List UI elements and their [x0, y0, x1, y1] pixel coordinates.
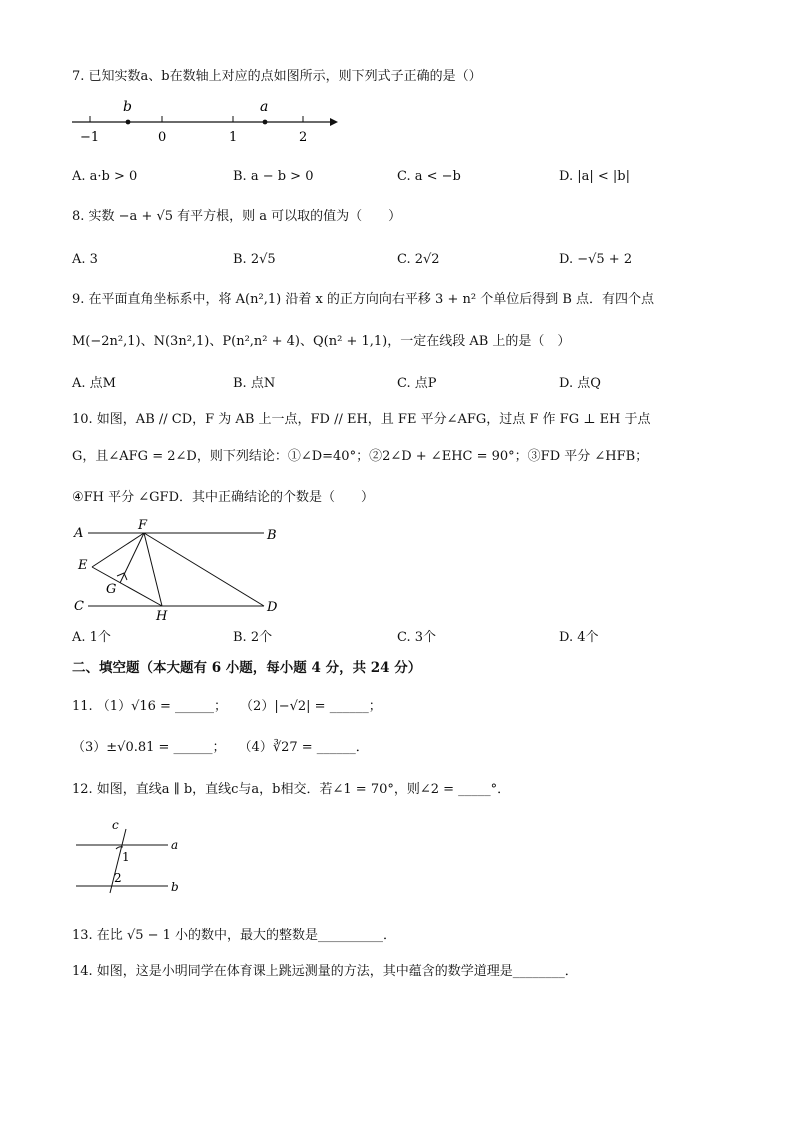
label-H: H: [156, 609, 168, 624]
q9-stem-line1: 9. 在平面直角坐标系中，将 A(n²,1) 沿着 x 的正方向向右平移 3 + n² 个单位后得到 B 点．有四个点: [72, 292, 655, 307]
q10-stem-line1: 10. 如图，AB // CD，F 为 AB 上一点，FD // EH，且 FE 平分∠AFG，过点 F 作 FG ⊥ EH 于点: [72, 412, 651, 427]
point-a-label: a: [260, 99, 269, 115]
q13-stem: 13. 在比 √5 − 1 小的数中，最大的整数是__________．: [72, 928, 397, 943]
q7-option-d: D. |a| < |b|: [559, 169, 630, 184]
angle-1-label: 1: [122, 850, 130, 864]
label-G: G: [106, 582, 117, 597]
q14-stem: 14. 如图，这是小明同学在体育课上跳远测量的方法，其中蕴含的数学道理是________．: [72, 964, 578, 979]
tick-label: 1: [229, 130, 238, 145]
q7-option-c: C. a < −b: [397, 169, 461, 184]
q12-parallel-lines-figure: [70, 815, 190, 895]
line-b-label: b: [171, 880, 179, 894]
label-F: F: [138, 518, 148, 533]
q10-option-d: D. 4个: [559, 630, 599, 645]
q10-option-c: C. 3个: [397, 630, 437, 645]
label-E: E: [78, 558, 88, 573]
q11-line1: 11. （1）√16 = ______； （2）|−√2| = ______；: [72, 699, 382, 714]
q9-option-c: C. 点P: [397, 376, 437, 391]
label-C: C: [74, 599, 84, 614]
section-heading: 二、填空题（本大题有 6 小题，每小题 4 分，共 24 分）: [72, 660, 422, 676]
point-b-label: b: [123, 99, 132, 115]
q7-option-a: A. a·b > 0: [72, 169, 138, 184]
label-A: A: [74, 526, 84, 541]
q8-option-d: D. −√5 + 2: [559, 252, 633, 267]
q9-option-b: B. 点N: [233, 376, 276, 391]
q8-option-c: C. 2√2: [397, 252, 440, 267]
q9-stem-line2: M(−2n²,1)、N(3n²,1)、P(n²,n² + 4)、Q(n² + 1,1)，一定在线段 AB 上的是（ ）: [72, 334, 571, 349]
q10-stem-line3: ④FH 平分 ∠GFD．其中正确结论的个数是（ ）: [72, 490, 374, 505]
q9-option-a: A. 点M: [72, 376, 116, 391]
q10-stem-line2: G，且∠AFG = 2∠D，则下列结论：①∠D=40°；②2∠D + ∠EHC = 90°；③FD 平分 ∠HFB；: [72, 449, 649, 464]
q10-geometry-figure: [68, 515, 288, 625]
label-B: B: [267, 528, 277, 543]
line-a-label: a: [171, 838, 179, 852]
q7-number-line: [68, 96, 348, 148]
q7-stem: 7. 已知实数a、b在数轴上对应的点如图所示，则下列式子正确的是（）: [72, 69, 482, 84]
q8-stem: 8. 实数 −a + √5 有平方根，则 a 可以取的值为（ ）: [72, 209, 402, 224]
q7-option-b: B. a − b > 0: [233, 169, 314, 184]
tick-label: 2: [299, 130, 308, 145]
q8-option-b: B. 2√5: [233, 252, 276, 267]
q8-option-a: A. 3: [72, 252, 98, 267]
label-D: D: [267, 600, 278, 615]
q11-line2: （3）±√0.81 = ______； （4）∛27 = ______．: [72, 740, 369, 755]
q9-option-d: D. 点Q: [559, 376, 601, 391]
line-c-label: c: [112, 818, 119, 832]
angle-2-label: 2: [114, 871, 122, 885]
q10-option-a: A. 1个: [72, 630, 111, 645]
q12-stem: 12. 如图，直线a ∥ b，直线c与a，b相交．若∠1 = 70°，则∠2 = _____°．: [72, 782, 511, 797]
tick-label: 0: [158, 130, 167, 145]
tick-label: −1: [80, 130, 100, 145]
q10-option-b: B. 2个: [233, 630, 273, 645]
